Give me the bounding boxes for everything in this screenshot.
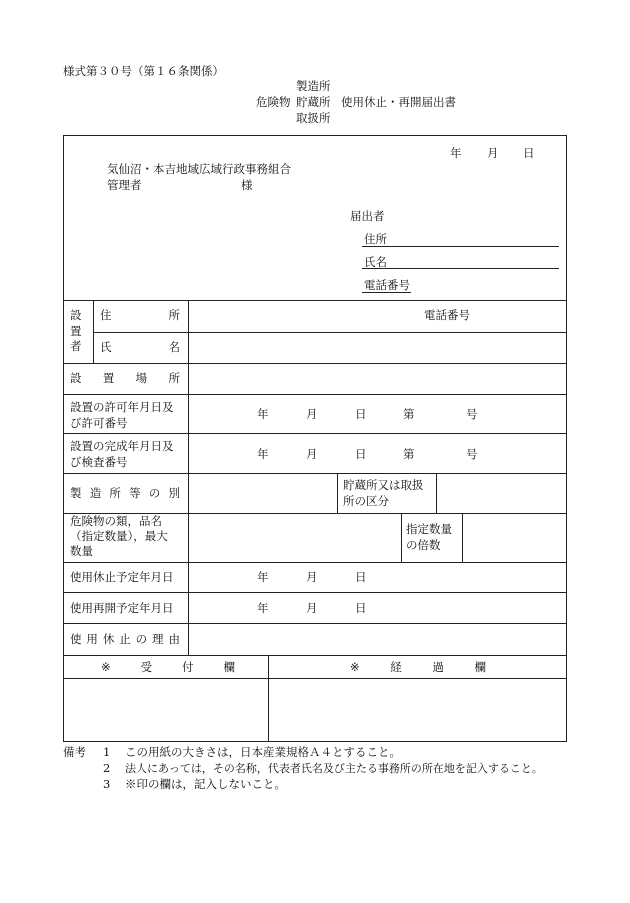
- completion-label-line2: び検査番号: [70, 455, 128, 469]
- title-option-storage: 貯蔵所: [296, 95, 331, 109]
- completion-year: 年: [257, 447, 269, 461]
- multiple-label-line1: 指定数量: [406, 522, 452, 536]
- permit-no-suffix: 号: [466, 407, 478, 421]
- resume-year: 年: [257, 601, 269, 615]
- rule-facility-split-b: [436, 473, 437, 513]
- rule-label-column: [188, 300, 189, 655]
- title-prefix: 危険物: [256, 95, 291, 109]
- note-2-text: 法人にあっては，その名称，代表者氏名及び主たる事務所の所在地を記入すること。: [125, 762, 543, 775]
- note-2-number: 2: [103, 761, 111, 775]
- permit-day: 日: [355, 407, 367, 421]
- rule-header-bottom: [63, 300, 567, 301]
- rule-reason-bottom: [63, 655, 567, 656]
- completion-no-prefix: 第: [403, 447, 415, 461]
- permit-year: 年: [257, 407, 269, 421]
- rule-location-bottom: [63, 394, 567, 395]
- addressee-organization: 気仙沼・本吉地域広域行政事務組合: [107, 162, 291, 176]
- note-3-number: 3: [103, 777, 111, 791]
- rule-suspend-bottom: [63, 592, 567, 593]
- completion-no-suffix: 号: [466, 447, 478, 461]
- completion-month: 月: [306, 447, 318, 461]
- notifier-label: 届出者: [350, 209, 385, 223]
- rule-permit-bottom: [63, 433, 567, 434]
- installer-phone-label: 電話番号: [424, 308, 470, 322]
- hazmat-label-line2: （指定数量），最大: [70, 529, 168, 543]
- storage-class-label-line1: 貯蔵所又は取扱: [343, 478, 424, 492]
- date-day-label: 日: [523, 146, 535, 160]
- rule-installer-mid: [93, 332, 567, 333]
- addressee-honorific: 様: [241, 178, 253, 192]
- title-option-handling: 取扱所: [296, 111, 331, 125]
- notifier-name-line: [362, 268, 559, 269]
- rule-hazmat-bottom: [63, 562, 567, 563]
- resume-date-label: 使用再開予定年月日: [70, 601, 174, 615]
- reason-label: 使 用 休 止 の 理 由: [70, 632, 180, 646]
- hazmat-label-line3: 数量: [70, 544, 93, 558]
- form-number: 様式第３０号（第１６条関係）: [63, 64, 224, 78]
- completion-day: 日: [355, 447, 367, 461]
- notifier-phone-line: [362, 292, 411, 293]
- location-label: 設 置 場 所: [70, 371, 180, 385]
- rule-completion-bottom: [63, 473, 567, 474]
- rule-installer-bottom: [63, 363, 567, 364]
- resume-month: 月: [306, 601, 318, 615]
- notifier-name-label: 氏名: [364, 255, 387, 269]
- rule-resume-bottom: [63, 623, 567, 624]
- multiple-label-line2: の倍数: [406, 538, 441, 552]
- suspend-month: 月: [306, 570, 318, 584]
- permit-label-line2: び許可番号: [70, 416, 128, 430]
- permit-label-line1: 設置の許可年月日及: [70, 400, 174, 414]
- notifier-address-label: 住所: [364, 232, 387, 246]
- notes-label: 備考: [63, 745, 86, 759]
- rule-hazmat-split-a: [401, 513, 402, 562]
- suspend-date-label: 使用休止予定年月日: [70, 570, 174, 584]
- installer-label: 設 置 者: [70, 308, 82, 354]
- permit-no-prefix: 第: [403, 407, 415, 421]
- addressee-title: 管理者: [107, 178, 142, 192]
- note-1-number: 1: [103, 745, 111, 759]
- title-option-manufacturing: 製造所: [296, 79, 331, 93]
- suspend-day: 日: [355, 570, 367, 584]
- hazmat-label-line1: 危険物の類，品名: [70, 514, 162, 528]
- rule-facility-split-a: [337, 473, 338, 513]
- completion-label-line1: 設置の完成年月日及: [70, 439, 174, 453]
- rule-hazmat-split-b: [462, 513, 463, 562]
- rule-stamp-split: [268, 655, 269, 742]
- storage-class-label-line2: 所の区分: [343, 494, 389, 508]
- permit-month: 月: [306, 407, 318, 421]
- progress-column-header: ※ 経 過 欄: [350, 660, 486, 674]
- note-3-text: ※印の欄は，記入しないこと。: [125, 777, 286, 791]
- note-1-text: この用紙の大きさは，日本産業規格Ａ４とすること。: [125, 745, 401, 759]
- installer-name-label: 氏 名: [100, 340, 180, 354]
- date-month-label: 月: [487, 146, 499, 160]
- suspend-year: 年: [257, 570, 269, 584]
- resume-day: 日: [355, 601, 367, 615]
- notifier-address-line: [362, 246, 559, 247]
- rule-stamp-header-bottom: [63, 678, 567, 679]
- facility-type-label: 製 造 所 等 の 別: [70, 486, 180, 500]
- title-suffix: 使用休止・再開届出書: [341, 95, 456, 109]
- rule-installer-split: [93, 300, 94, 363]
- installer-address-label: 住 所: [100, 308, 180, 322]
- notifier-phone-label: 電話番号: [364, 278, 410, 292]
- date-year-label: 年: [450, 146, 462, 160]
- reception-column-header: ※ 受 付 欄: [101, 660, 235, 674]
